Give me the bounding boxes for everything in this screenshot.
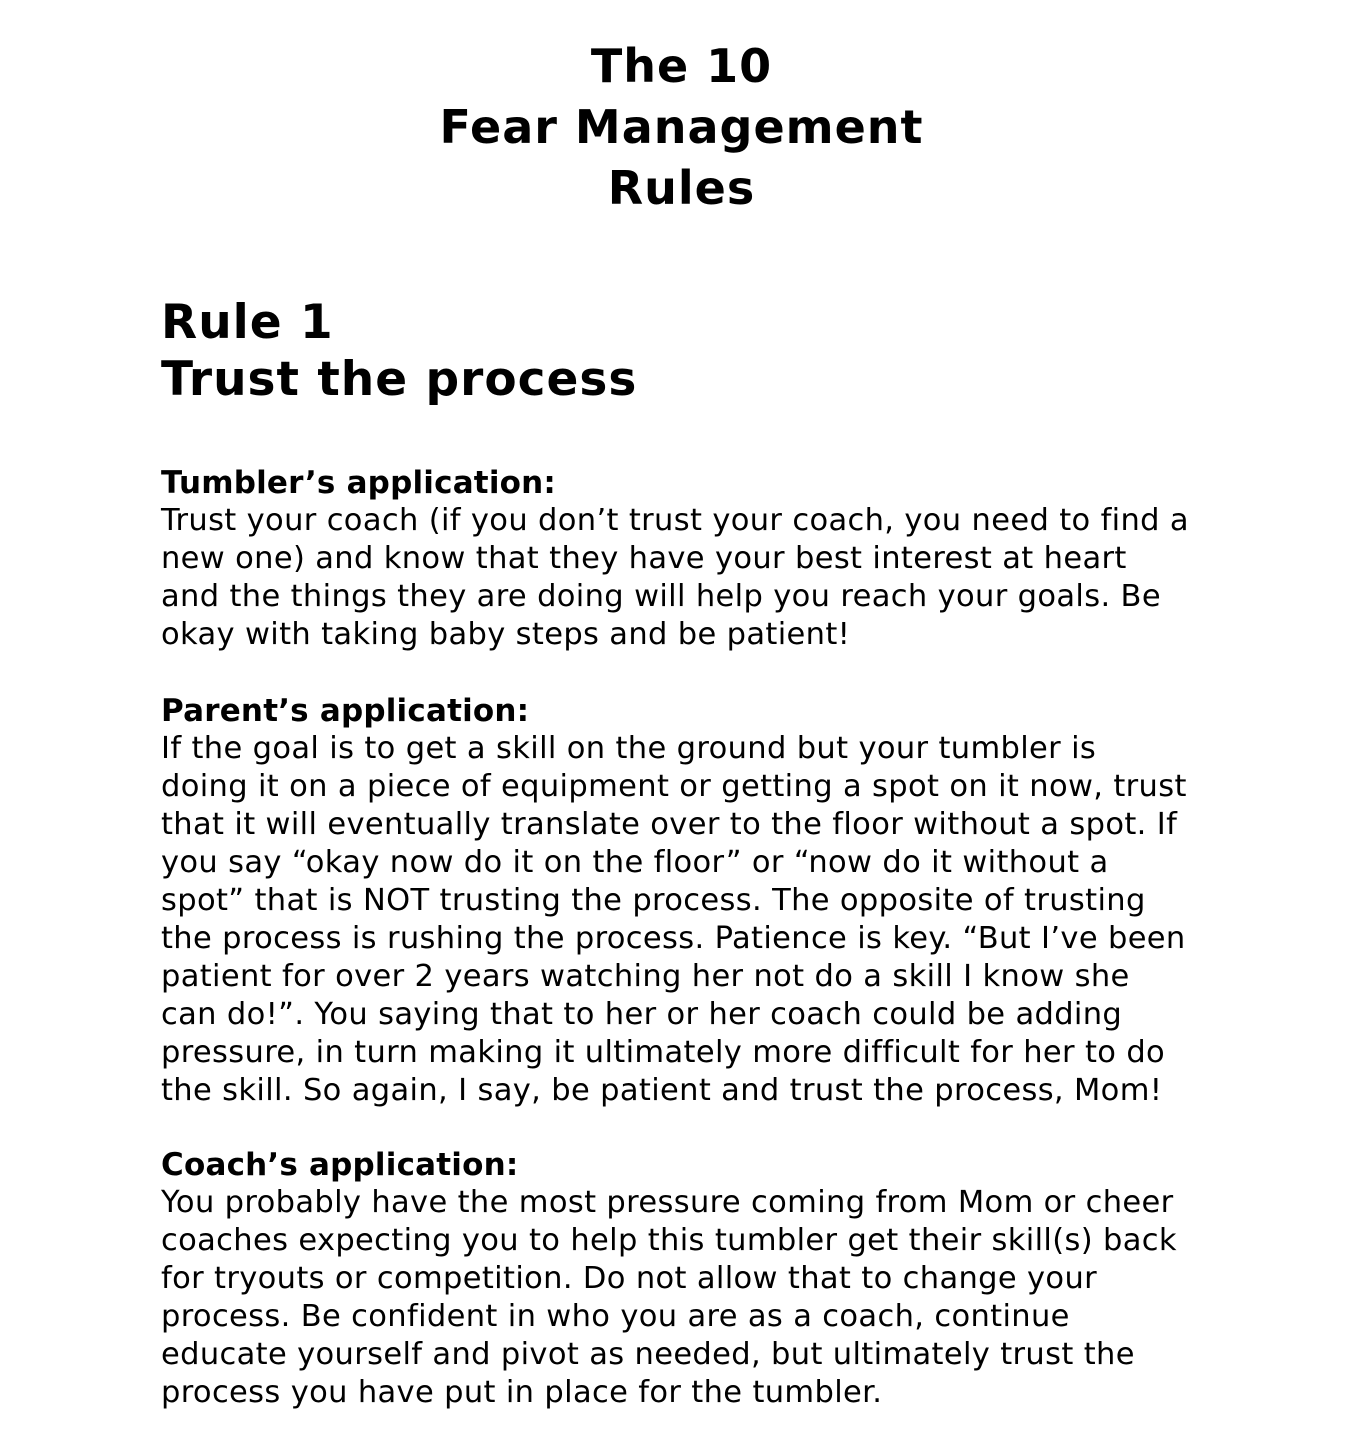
section-heading: Parent’s application: (161, 693, 530, 729)
body-line: new one) and know that they have your best interest at heart (161, 541, 1127, 576)
body-line: okay with taking baby steps and be patient! (161, 617, 851, 652)
body-line: patient for over 2 years watching her not do a skill I know she (161, 959, 1130, 994)
body-line: that it will eventually translate over to the floor without a spot. If (161, 807, 1178, 842)
body-line: spot” that is NOT trusting the process. The opposite of trusting (161, 883, 1146, 918)
rule-number: Rule 1 (161, 295, 334, 350)
body-line: the process is rushing the process. Patience is key. “But I’ve been (161, 921, 1186, 956)
section-body (161, 502, 1241, 654)
body-line: and the things they are doing will help you reach your goals. Be (161, 579, 1161, 614)
section-body (161, 1184, 1241, 1412)
body-line: You probably have the most pressure coming from Mom or cheer (161, 1185, 1174, 1220)
body-line: process. Be confident in who you are as a coach, continue (161, 1299, 1070, 1334)
body-line: educate yourself and pivot as needed, but ultimately trust the (161, 1337, 1135, 1372)
body-line: If the goal is to get a skill on the ground but your tumbler is (161, 731, 1097, 766)
section-heading: Tumbler’s application: (161, 465, 557, 501)
section-body (161, 730, 1241, 1110)
parent-application-section (161, 692, 1241, 1110)
body-line: you say “okay now do it on the floor” or “now do it without a (161, 845, 1109, 880)
section-heading: Coach’s application: (161, 1147, 519, 1183)
coach-application-section (161, 1146, 1241, 1412)
document-title (0, 36, 1363, 219)
tumbler-application-section (161, 464, 1241, 654)
body-line: for tryouts or competition. Do not allow that to change your (161, 1261, 1098, 1296)
body-line: coaches expecting you to help this tumbler get their skill(s) back (161, 1223, 1177, 1258)
rule-name: Trust the process (161, 352, 638, 407)
rule-heading (161, 294, 637, 408)
body-line: the skill. So again, I say, be patient and trust the process, Mom! (161, 1073, 1163, 1108)
title-line: Fear Management (439, 100, 924, 154)
body-line: pressure, in turn making it ultimately more difficult for her to do (161, 1035, 1166, 1070)
title-line: The 10 (590, 39, 773, 93)
title-line: Rules (607, 161, 756, 215)
body-line: doing it on a piece of equipment or getting a spot on it now, trust (161, 769, 1187, 804)
body-line: process you have put in place for the tumbler. (161, 1375, 883, 1410)
body-line: Trust your coach (if you don’t trust your coach, you need to find a (161, 503, 1189, 538)
body-line: can do!”. You saying that to her or her coach could be adding (161, 997, 1123, 1032)
